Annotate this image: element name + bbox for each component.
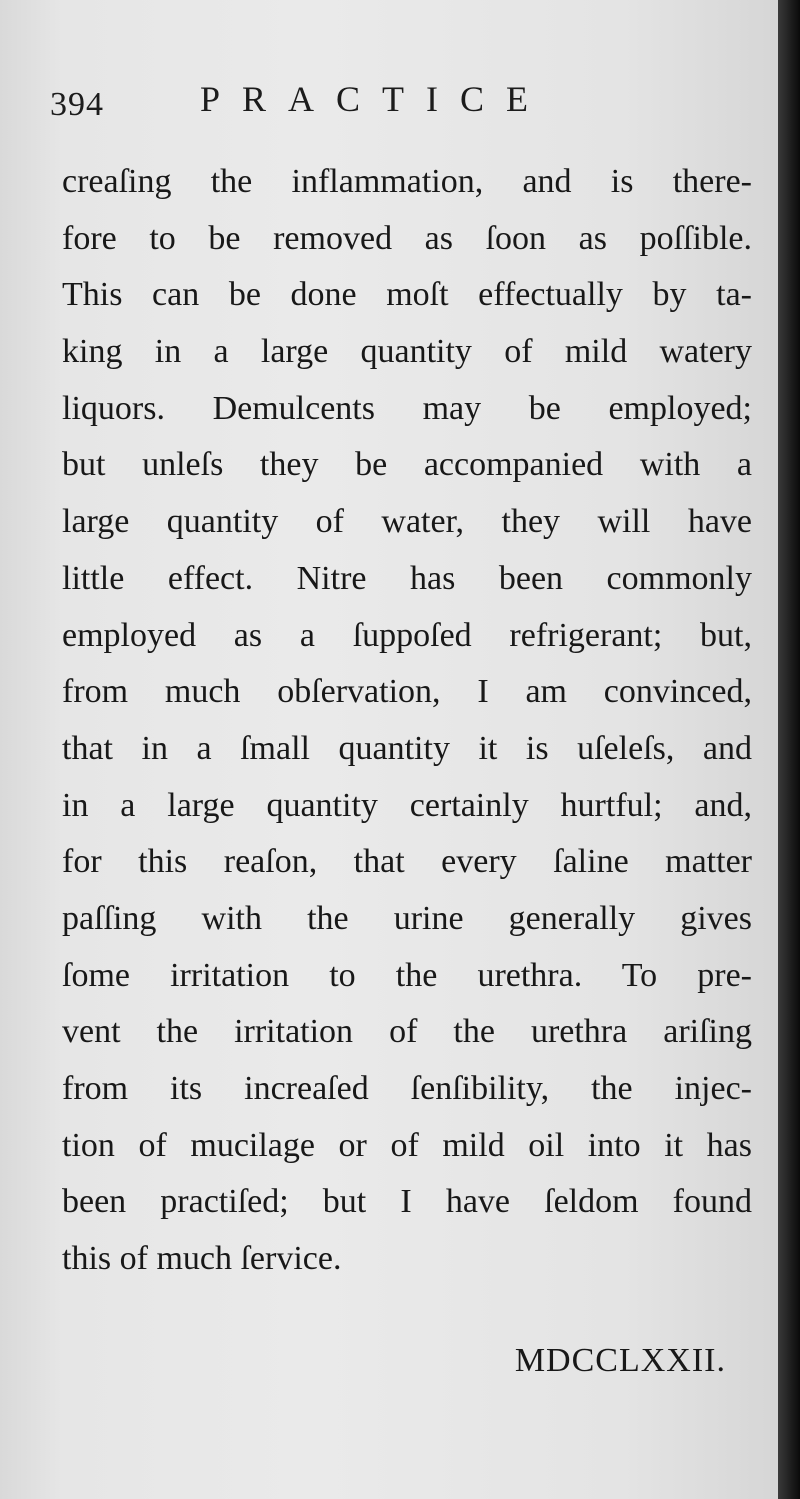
- text-line: fore to be removed as ſoon as poſſible.: [62, 219, 752, 257]
- text-line: employed as a ſuppoſed refrigerant; but,: [62, 616, 752, 654]
- text-line: vent the irritation of the urethra ariſing: [62, 1013, 752, 1051]
- text-line: from much obſervation, I am convinced,: [62, 673, 752, 711]
- text-line: This can be done moſt effectually by ta-: [62, 276, 752, 314]
- page-edge-shadow: [778, 0, 800, 1499]
- text-line: creaſing the inflammation, and is there-: [62, 163, 752, 200]
- text-line: little effect. Nitre has been commonly: [62, 559, 752, 597]
- body-text: [62, 154, 752, 1288]
- text-line: but unleſs they be accompanied with a: [62, 446, 752, 484]
- section-number: MDCCLXXII.: [514, 1342, 726, 1379]
- text-line: ſome irritation to the urethra. To pre-: [62, 956, 752, 994]
- text-line: paſſing with the urine generally gives: [62, 899, 752, 937]
- running-head: PRACTICE: [200, 79, 551, 119]
- text-line: large quantity of water, they will have: [62, 503, 752, 541]
- text-line: been practiſed; but I have ſeldom found: [62, 1183, 752, 1221]
- text-line: king in a large quantity of mild watery: [62, 333, 752, 371]
- text-line: tion of mucilage or of mild oil into it has: [62, 1126, 752, 1164]
- text-line: that in a ſmall quantity it is uſeleſs, and: [62, 729, 752, 767]
- text-line: for this reaſon, that every ſaline matter: [62, 843, 752, 881]
- page-number: 394: [50, 86, 104, 123]
- page-header: [50, 78, 750, 138]
- text-line: in a large quantity certainly hurtful; and,: [62, 786, 752, 824]
- text-line: liquors. Demulcents may be employed;: [62, 389, 752, 427]
- text-line: from its increaſed ſenſibility, the injec-: [62, 1070, 752, 1107]
- text-line-last: this of much ſervice.: [62, 1240, 342, 1278]
